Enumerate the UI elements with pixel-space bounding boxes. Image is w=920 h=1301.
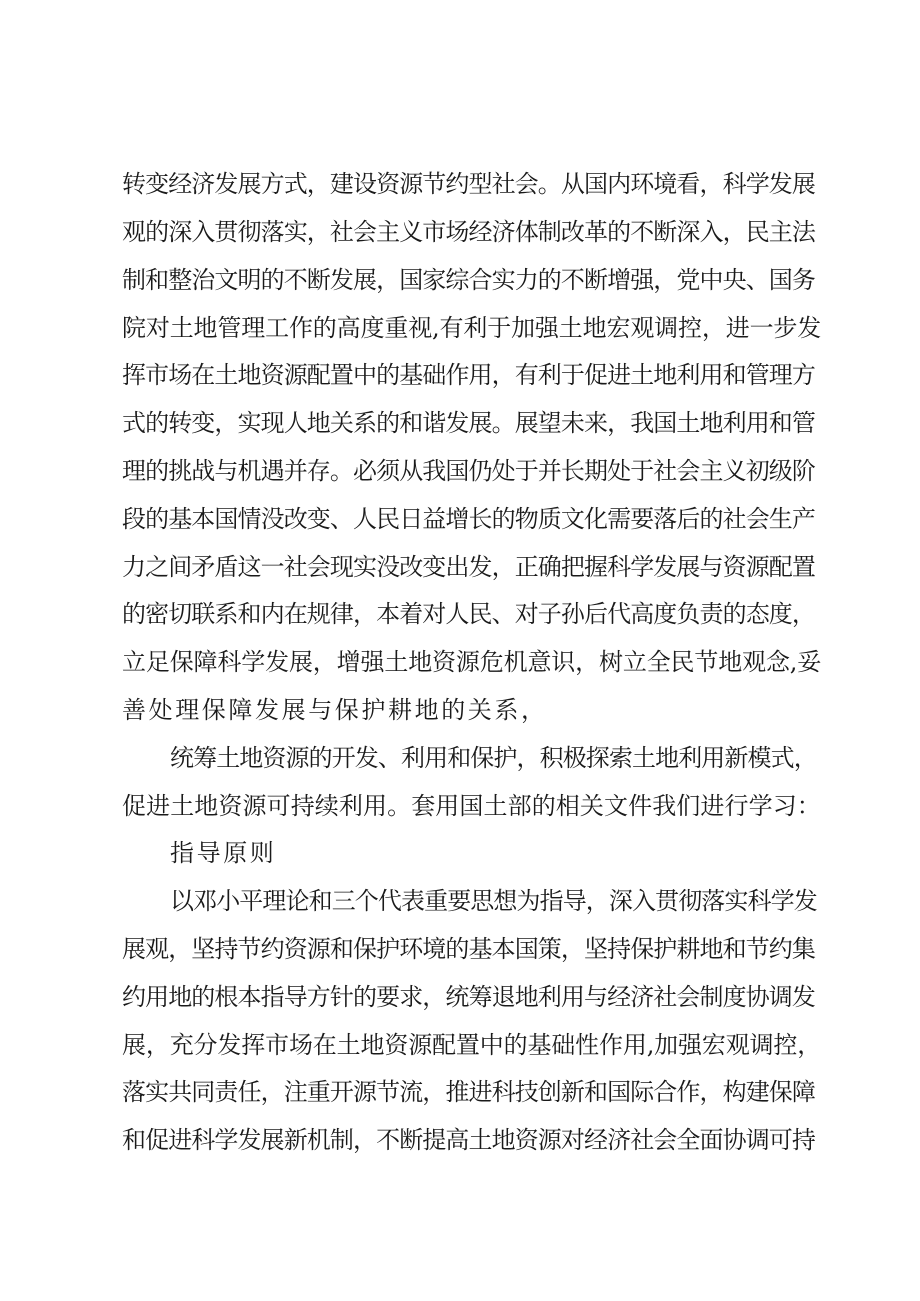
text-line: 促进土地资源可持续利用。套用国土部的相关文件我们进行学习：	[122, 792, 821, 820]
text-line: 的密切联系和内在规律，本着对人民、对子孙后代高度负责的态度，	[122, 600, 815, 628]
text-line: 善处理保障发展与保护耕地的关系，	[122, 696, 548, 724]
text-line: 院对土地管理工作的高度重视,有利于加强土地宏观调控，进一步发	[122, 314, 822, 342]
text-line: 立足保障科学发展，增强土地资源危机意识，树立全民节地观念,妥	[122, 648, 822, 676]
text-line: 段的基本国情没改变、人民日益增长的物质文化需要落后的社会生产	[122, 505, 815, 533]
text-line: 式的转变，实现人地关系的和谐发展。展望未来，我国土地利用和管	[122, 409, 815, 437]
text-line: 约用地的根本指导方针的要求，统筹退地利用与经济社会制度协调发	[122, 983, 815, 1011]
text-line: 力之间矛盾这一社会现实没改变出发，正确把握科学发展与资源配置	[122, 553, 815, 581]
text-line: 统筹土地资源的开发、利用和保护，积极探索土地利用新模式，	[170, 744, 817, 772]
text-line: 以邓小平理论和三个代表重要思想为指导，深入贯彻落实科学发	[170, 887, 817, 915]
text-line: 挥市场在土地资源配置中的基础作用，有利于促进土地利用和管理方	[122, 361, 815, 389]
text-line: 制和整治文明的不断发展，国家综合实力的不断增强，党中央、国务	[122, 266, 815, 294]
text-line: 转变经济发展方式，建设资源节约型社会。从国内环境看，科学发展	[122, 170, 815, 198]
text-line: 展观，坚持节约资源和保护环境的基本国策，坚持保护耕地和节约集	[122, 935, 815, 963]
text-line: 展，充分发挥市场在土地资源配置中的基础性作用,加强宏观调控，	[122, 1031, 822, 1059]
text-line: 落实共同责任，注重开源节流，推进科技创新和国际合作，构建保障	[122, 1078, 815, 1106]
text-line: 理的挑战与机遇并存。必须从我国仍处于并长期处于社会主义初级阶	[122, 457, 815, 485]
section-heading: 指导原则	[170, 839, 277, 867]
text-line: 和促进科学发展新机制，不断提高土地资源对经济社会全面协调可持	[122, 1126, 815, 1154]
text-line: 观的深入贯彻落实，社会主义市场经济体制改革的不断深入，民主法	[122, 218, 815, 246]
